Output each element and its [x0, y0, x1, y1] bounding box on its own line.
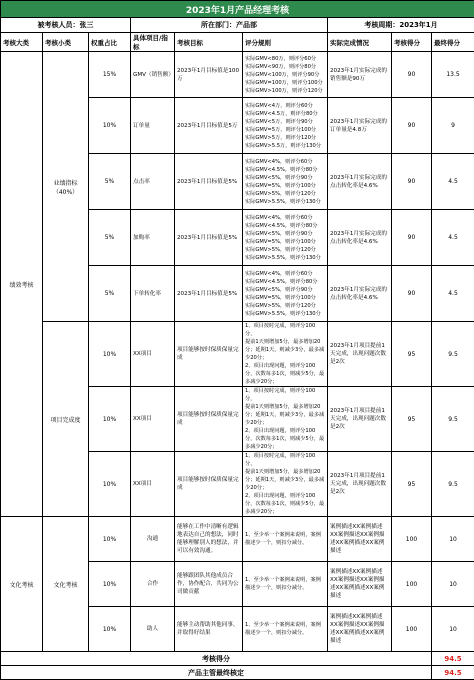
assessment-period: 考核周期：2023年1月	[328, 18, 474, 33]
goal-cell: 能够主动帮助其他同事，并取得好结果	[175, 607, 243, 652]
category-culture: 文化考核	[1, 517, 43, 652]
score-cell: 100	[392, 562, 432, 607]
total-row	[1, 652, 474, 666]
header-row	[1, 33, 474, 52]
weight-cell: 10%	[89, 98, 131, 154]
total-score: 94.5	[432, 652, 474, 666]
score-cell: 100	[392, 607, 432, 652]
col-header: 考核目标	[175, 33, 243, 52]
table-row	[1, 52, 474, 98]
weight-cell: 15%	[89, 52, 131, 98]
department: 所在部门：产品部	[131, 18, 328, 33]
weight-cell: 10%	[89, 562, 131, 607]
subcategory-project: 项目完成度	[43, 322, 89, 517]
table-row	[1, 322, 474, 387]
item-cell: GMV（销售额）	[131, 52, 175, 98]
weight-cell: 5%	[89, 154, 131, 210]
final-score-cell: 13.5	[432, 52, 474, 98]
category-performance: 绩效考核	[1, 52, 43, 517]
item-cell: XX项目	[131, 452, 175, 517]
goal-cell: 2023年1月目标值是5%	[175, 266, 243, 322]
weight-cell: 10%	[89, 322, 131, 387]
total-label: 考核得分	[1, 652, 432, 666]
final-approval-label: 产品主管最终核定	[1, 666, 432, 680]
goal-cell: 2023年1月目标值是5%	[175, 154, 243, 210]
col-header: 权重占比	[89, 33, 131, 52]
col-header: 具体项目/指标	[131, 33, 175, 52]
final-score-cell: 9.5	[432, 322, 474, 387]
actual-cell: 2023年1月项目提前1天完成，出现问题次数是2次	[328, 322, 392, 387]
final-score-cell: 4.5	[432, 266, 474, 322]
final-score-cell: 10	[432, 517, 474, 562]
item-cell: 订单量	[131, 98, 175, 154]
rule-cell: 实际GMV<4万，则评分60分 实际GMV<4.5万，则评分80分 实际GMV<5万，则评分90分 实际GMV=5万，则评分100分 实际GMV>5万，则评分120分 实际GMV>5.5万，则评分130分	[243, 98, 328, 154]
item-cell: XX项目	[131, 387, 175, 452]
weight-cell: 5%	[89, 210, 131, 266]
table-row	[1, 517, 474, 562]
score-cell: 90	[392, 98, 432, 154]
score-cell: 90	[392, 52, 432, 98]
actual-cell: 2023年1月实际完成的点击转化率是4.6%	[328, 154, 392, 210]
rule-cell: 1、至少举一个案例来说明，案例描述少一个，则扣分减分。	[243, 607, 328, 652]
rule-cell: 1、项目按时完成，则评分100分， 提前1天则增加5分，最多增加20分；延期1天，则减少3分，最多减少20分； 2、项目出现问题，则评分100分，次数每多1次，则减少5分，最多减少20分；	[243, 452, 328, 517]
weight-cell: 10%	[89, 387, 131, 452]
goal-cell: 能够跟团队其他成员合作，协作配合，共同为公司做贡献	[175, 562, 243, 607]
rule-cell: 1、项目按时完成，则评分100分， 提前1天则增加5分，最多增加20分；延期1天，则减少3分，最多减少20分； 2、项目出现问题，则评分100分，次数每多1次，则减少5分，最多减少20分；	[243, 322, 328, 387]
assessee-name: 被考核人员：张三	[1, 18, 131, 33]
weight-cell: 10%	[89, 517, 131, 562]
item-cell: 点击率	[131, 154, 175, 210]
score-cell: 95	[392, 452, 432, 517]
goal-cell: 2023年1月目标值是5%	[175, 210, 243, 266]
item-cell: 下单转化率	[131, 266, 175, 322]
actual-cell: 案例描述XX案例描述XX案例描述XX案例描述XX案例描述XX案例描述	[328, 517, 392, 562]
goal-cell: 项目能够按时保质保量完成	[175, 387, 243, 452]
col-header: 考核得分	[392, 33, 432, 52]
final-score-cell: 10	[432, 607, 474, 652]
actual-cell: 2023年1月实际完成的点击转化率是4.6%	[328, 210, 392, 266]
rule-cell: 1、至少举一个案例来说明，案例描述少一个，则扣分减分。	[243, 562, 328, 607]
rule-cell: 1、项目按时完成，则评分100分， 提前1天则增加5分，最多增加20分；延期1天，则减少3分，最多减少20分； 2、项目出现问题，则评分100分，次数每多1次，则减少5分，最多减少20分；	[243, 387, 328, 452]
rule-cell: 实际GMV<4%，则评分60分 实际GMV<4.5%，则评分80分 实际GMV<5%，则评分90分 实际GMV=5%，则评分100分 实际GMV>5%，则评分120分 实际GMV>5.5%，则评分130分	[243, 154, 328, 210]
goal-cell: 能够在工作中清晰有逻辑地表达自己的想法，同时能够理解别人的想法，并可以有效沟通。	[175, 517, 243, 562]
item-cell: 沟通	[131, 517, 175, 562]
score-cell: 95	[392, 387, 432, 452]
subcategory-business: 业绩指标（40%）	[43, 52, 89, 322]
actual-cell: 案例描述XX案例描述XX案例描述XX案例描述XX案例描述XX案例描述	[328, 562, 392, 607]
final-score-cell: 9.5	[432, 452, 474, 517]
col-header: 最终得分	[432, 33, 474, 52]
final-score-cell: 9.5	[432, 387, 474, 452]
rule-cell: 实际GMV<80万，则评分60分 实际GMV<90万，则评分80分 实际GMV<100万，则评分90分 实际GMV=100万，则评分100分 实际GMV>100万，则评分120分	[243, 52, 328, 98]
item-cell: 助人	[131, 607, 175, 652]
score-cell: 95	[392, 322, 432, 387]
rule-cell: 1、至少举一个案例来说明，案例描述少一个，则扣分减分。	[243, 517, 328, 562]
actual-cell: 2023年1月实际完成的点击转化率是4.6%	[328, 266, 392, 322]
final-approval-score: 94.5	[432, 666, 474, 680]
col-header: 评分规则	[243, 33, 328, 52]
goal-cell: 项目能够按时保质保量完成	[175, 452, 243, 517]
actual-cell: 2023年1月项目提前1天完成，出现问题次数是2次	[328, 452, 392, 517]
score-cell: 90	[392, 266, 432, 322]
weight-cell: 10%	[89, 452, 131, 517]
score-cell: 90	[392, 154, 432, 210]
item-cell: 加购率	[131, 210, 175, 266]
rule-cell: 实际GMV<4%，则评分60分 实际GMV<4.5%，则评分80分 实际GMV<5%，则评分90分 实际GMV=5%，则评分100分 实际GMV>5%，则评分120分 实际GMV>5.5%，则评分130分	[243, 266, 328, 322]
weight-cell: 10%	[89, 607, 131, 652]
actual-cell: 案例描述XX案例描述XX案例描述XX案例描述XX案例描述XX案例描述	[328, 607, 392, 652]
actual-cell: 2023年1月实际完成的销售额是90万	[328, 52, 392, 98]
col-header: 考核大类	[1, 33, 43, 52]
weight-cell: 5%	[89, 266, 131, 322]
rule-cell: 实际GMV<4%，则评分60分 实际GMV<4.5%，则评分80分 实际GMV<5%，则评分90分 实际GMV=5%，则评分100分 实际GMV>5%，则评分120分 实际GMV>5.5%，则评分130分	[243, 210, 328, 266]
actual-cell: 2023年1月项目提前1天完成，出现问题次数是2次	[328, 387, 392, 452]
item-cell: 合作	[131, 562, 175, 607]
goal-cell: 项目能够按时保质保量完成	[175, 322, 243, 387]
subcategory-culture: 文化考核	[43, 517, 89, 652]
final-score-cell: 10	[432, 562, 474, 607]
final-row	[1, 666, 474, 680]
final-score-cell: 9	[432, 98, 474, 154]
final-score-cell: 4.5	[432, 154, 474, 210]
score-cell: 90	[392, 210, 432, 266]
goal-cell: 2023年1月目标值是5万	[175, 98, 243, 154]
col-header: 考核小类	[43, 33, 89, 52]
sheet-title: 2023年1月产品经理考核	[1, 1, 474, 18]
goal-cell: 2023年1月目标值是100万	[175, 52, 243, 98]
final-score-cell: 4.5	[432, 210, 474, 266]
col-header: 实际完成情况	[328, 33, 392, 52]
actual-cell: 2023年1月实际完成的订单量是4.8万	[328, 98, 392, 154]
item-cell: XX项目	[131, 322, 175, 387]
score-cell: 100	[392, 517, 432, 562]
